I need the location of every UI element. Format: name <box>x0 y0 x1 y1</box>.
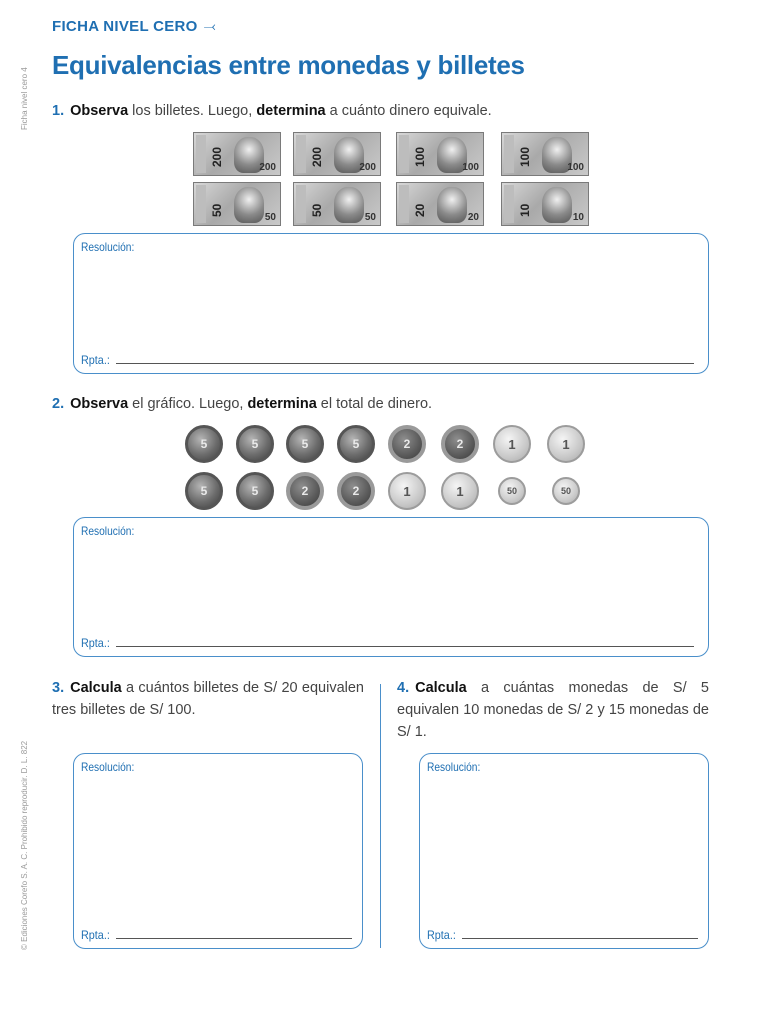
coin-5: 5 <box>236 425 274 463</box>
answer-box-3[interactable] <box>73 753 363 949</box>
banknote-value: 100 <box>413 146 427 167</box>
page-title: Equivalencias entre monedas y billetes <box>52 50 525 80</box>
banknote-value: 10 <box>518 203 532 217</box>
banknote-stripe <box>399 185 409 223</box>
coin-5: 5 <box>286 425 324 463</box>
banknote-10 <box>501 182 589 226</box>
question-3: 3. Calcula a cuántos billetes de S/ 20 equivalen tres billetes de S/ 100. <box>52 680 364 718</box>
question-4: 4. Calcula a cuántas monedas de S/ 5 equivalen 10 monedas de S/ 2 y 15 monedas de S/ 1. <box>397 680 709 740</box>
banknote-50 <box>293 182 381 226</box>
banknote-stripe <box>504 135 514 173</box>
worksheet-label <box>52 18 216 35</box>
banknote-stripe <box>196 135 206 173</box>
column-divider <box>380 684 381 948</box>
answer-line[interactable] <box>116 938 352 939</box>
answer-line[interactable] <box>116 646 694 647</box>
answer-label: Rpta.: <box>427 928 456 942</box>
coin-5: 5 <box>236 472 274 510</box>
banknote-200 <box>193 132 281 176</box>
answer-box-4[interactable] <box>419 753 709 949</box>
side-note-top: Ficha nivel cero 4 <box>20 67 29 130</box>
resolution-label: Resolución: <box>427 760 481 774</box>
coin-2: 2 <box>388 425 426 463</box>
banknote-value-corner: 200 <box>259 162 276 173</box>
worksheet-label-text: FICHA NIVEL CERO <box>52 18 198 35</box>
banknote-stripe <box>296 135 306 173</box>
answer-label: Rpta.: <box>81 353 110 367</box>
banknote-value-corner: 200 <box>359 162 376 173</box>
banknote-stripe <box>504 185 514 223</box>
banknote-100 <box>501 132 589 176</box>
answer-line[interactable] <box>462 938 698 939</box>
side-note-copyright: © Ediciones Corefo S. A. C. Prohibido reproducir. D. L. 822 <box>20 740 29 950</box>
banknote-value: 50 <box>310 203 324 217</box>
banknote-value-corner: 10 <box>572 212 584 223</box>
banknote-200 <box>293 132 381 176</box>
banknote-value: 20 <box>413 203 427 217</box>
banknote-50 <box>193 182 281 226</box>
portrait-image <box>334 187 364 223</box>
arrow-icon: ⤙ <box>203 18 216 35</box>
portrait-image <box>437 187 467 223</box>
banknote-value: 200 <box>210 146 224 167</box>
coin-5: 5 <box>185 472 223 510</box>
coin-2: 2 <box>286 472 324 510</box>
banknote-value-corner: 20 <box>467 212 479 223</box>
answer-label: Rpta.: <box>81 928 110 942</box>
answer-line[interactable] <box>116 363 694 364</box>
banknote-value-corner: 50 <box>264 212 276 223</box>
resolution-label: Resolución: <box>81 760 135 774</box>
banknote-value: 100 <box>518 146 532 167</box>
banknote-stripe <box>196 185 206 223</box>
coin-1: 1 <box>388 472 426 510</box>
coin-50: 50 <box>498 477 526 505</box>
banknote-100 <box>396 132 484 176</box>
answer-label: Rpta.: <box>81 636 110 650</box>
resolution-label: Resolución: <box>81 240 135 254</box>
question-1: 1. Observa los billetes. Luego, determina a cuánto dinero equivale. <box>52 103 492 119</box>
banknote-value-corner: 100 <box>567 162 584 173</box>
banknote-20 <box>396 182 484 226</box>
resolution-label: Resolución: <box>81 524 135 538</box>
coin-2: 2 <box>337 472 375 510</box>
answer-box-1[interactable] <box>73 233 709 374</box>
banknote-stripe <box>296 185 306 223</box>
answer-box-2[interactable] <box>73 517 709 657</box>
banknote-value: 200 <box>310 146 324 167</box>
coin-5: 5 <box>337 425 375 463</box>
coin-2: 2 <box>441 425 479 463</box>
portrait-image <box>542 187 572 223</box>
banknote-value-corner: 50 <box>364 212 376 223</box>
coin-1: 1 <box>547 425 585 463</box>
coin-50: 50 <box>552 477 580 505</box>
banknote-value: 50 <box>210 203 224 217</box>
coin-1: 1 <box>441 472 479 510</box>
coin-5: 5 <box>185 425 223 463</box>
banknote-value-corner: 100 <box>462 162 479 173</box>
banknote-stripe <box>399 135 409 173</box>
portrait-image <box>234 187 264 223</box>
coin-1: 1 <box>493 425 531 463</box>
question-2: 2. Observa el gráfico. Luego, determina el total de dinero. <box>52 396 433 412</box>
